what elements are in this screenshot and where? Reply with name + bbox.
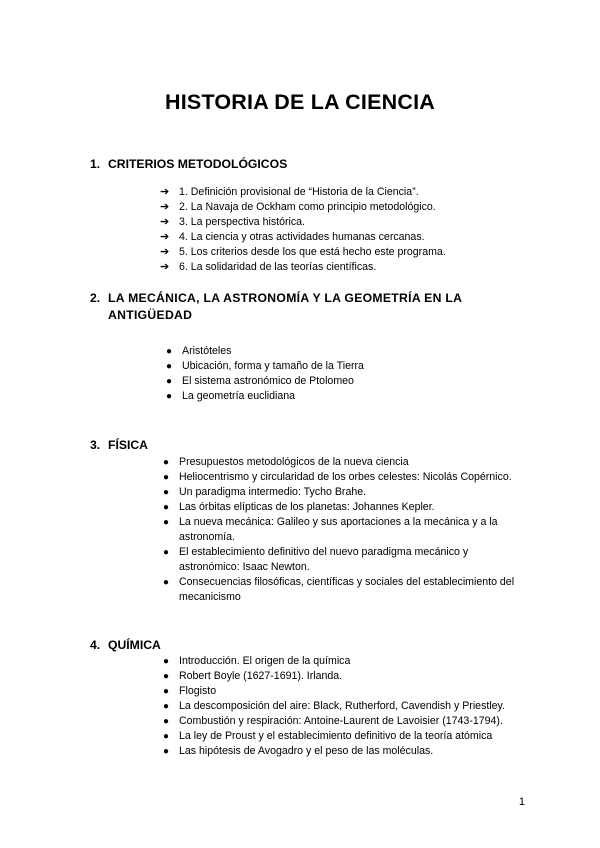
section-title: CRITERIOS METODOLÓGICOS: [108, 157, 288, 171]
page-number: 1: [518, 796, 525, 808]
list-item: ● El establecimiento definitivo del nuevo paradigma mecánico y astronómico: Isaac Newton.: [163, 546, 469, 573]
list-item: ● Las hipótesis de Avogadro y el peso de las moléculas.: [163, 745, 434, 757]
bullet-icon: ●: [163, 731, 170, 742]
list-item: ● La geometría euclidiana: [166, 390, 296, 402]
list-item: ➔ 1. Definición provisional de “Historia de la Ciencia”.: [160, 186, 419, 198]
arrow-icon: ➔: [160, 246, 170, 258]
list-item: ➔ 5. Los criterios desde los que está hecho este programa.: [160, 246, 446, 258]
list-item: ● Un paradigma intermedio: Tycho Brahe.: [163, 486, 367, 498]
section-antiguedad: [90, 290, 530, 404]
bullet-icon: ●: [163, 487, 170, 498]
arrow-icon: ➔: [160, 201, 170, 213]
section-heading: [90, 437, 530, 454]
bullet-icon: ●: [163, 716, 170, 727]
section-number: 3.: [90, 438, 101, 452]
section-title: QUÍMICA: [108, 638, 161, 652]
list-item: ● Flogisto: [163, 685, 217, 697]
list-item: ● Heliocentrismo y circularidad de los orbes celestes: Nicolás Copérnico.: [163, 471, 512, 483]
bullet-icon: ●: [163, 547, 170, 558]
list-item: ● Robert Boyle (1627-1691). Irlanda.: [163, 670, 343, 682]
bullet-icon: ●: [163, 746, 170, 757]
section-item-list: [160, 185, 530, 275]
section-heading: [90, 637, 530, 654]
list-item: ● Aristóteles: [166, 345, 232, 357]
list-item: ➔ 6. La solidaridad de las teorías científicas.: [160, 261, 377, 273]
bullet-icon: ●: [166, 346, 173, 357]
arrow-icon: ➔: [160, 186, 170, 198]
list-item: ● El sistema astronómico de Ptolomeo: [166, 375, 354, 387]
bullet-icon: ●: [163, 502, 170, 513]
arrow-icon: ➔: [160, 261, 170, 273]
bullet-icon: ●: [163, 577, 170, 588]
section-item-list: [166, 344, 530, 404]
bullet-icon: ●: [163, 457, 170, 468]
bullet-icon: ●: [163, 701, 170, 712]
section-fisica: [90, 437, 530, 605]
section-number: 1.: [90, 157, 101, 171]
list-item: ● Ubicación, forma y tamaño de la Tierra: [166, 360, 364, 372]
section-title: FÍSICA: [108, 438, 148, 452]
bullet-icon: ●: [166, 391, 173, 402]
section-heading: [90, 290, 530, 324]
bullet-icon: ●: [166, 361, 173, 372]
list-item: ● Presupuestos metodológicos de la nueva ciencia: [163, 456, 409, 468]
section-item-list: [163, 654, 539, 759]
arrow-icon: ➔: [160, 216, 170, 228]
section-number: 2.: [90, 291, 101, 305]
section-heading: [90, 156, 530, 173]
list-item: ● Consecuencias filosóficas, científicas y sociales del establecimiento del mecanicismo: [163, 576, 515, 603]
bullet-icon: ●: [163, 656, 170, 667]
bullet-icon: ●: [163, 686, 170, 697]
section-title: LA MECÁNICA, LA ASTRONOMÍA Y LA GEOMETRÍA EN LA ANTIGÜEDAD: [108, 291, 462, 322]
list-item: ● La descomposición del aire: Black, Rutherford, Cavendish y Priestley.: [163, 700, 506, 712]
list-item: ● La nueva mecánica: Galileo y sus aportaciones a la mecánica y a la astronomía.: [163, 516, 498, 543]
section-quimica: [90, 637, 530, 759]
list-item: ➔ 3. La perspectiva histórica.: [160, 216, 306, 228]
document-title: HISTORIA DE LA CIENCIA: [165, 90, 435, 115]
bullet-icon: ●: [163, 472, 170, 483]
bullet-icon: ●: [166, 376, 173, 387]
section-item-list: [163, 455, 529, 605]
list-item: ● Las órbitas elípticas de los planetas: Johannes Kepler.: [163, 501, 435, 513]
bullet-icon: ●: [163, 517, 170, 528]
section-number: 4.: [90, 638, 101, 652]
list-item: ● La ley de Proust y el establecimiento definitivo de la teoría atómica: [163, 730, 493, 742]
arrow-icon: ➔: [160, 231, 170, 243]
section-criterios: [90, 156, 530, 275]
list-item: ● Combustión y respiración: Antoine-Laurent de Lavoisier (1743-1794).: [163, 715, 503, 727]
list-item: ➔ 4. La ciencia y otras actividades humanas cercanas.: [160, 231, 425, 243]
bullet-icon: ●: [163, 671, 170, 682]
list-item: ● Introducción. El origen de la química: [163, 655, 351, 667]
list-item: ➔ 2. La Navaja de Ockham como principio metodológico.: [160, 201, 436, 213]
